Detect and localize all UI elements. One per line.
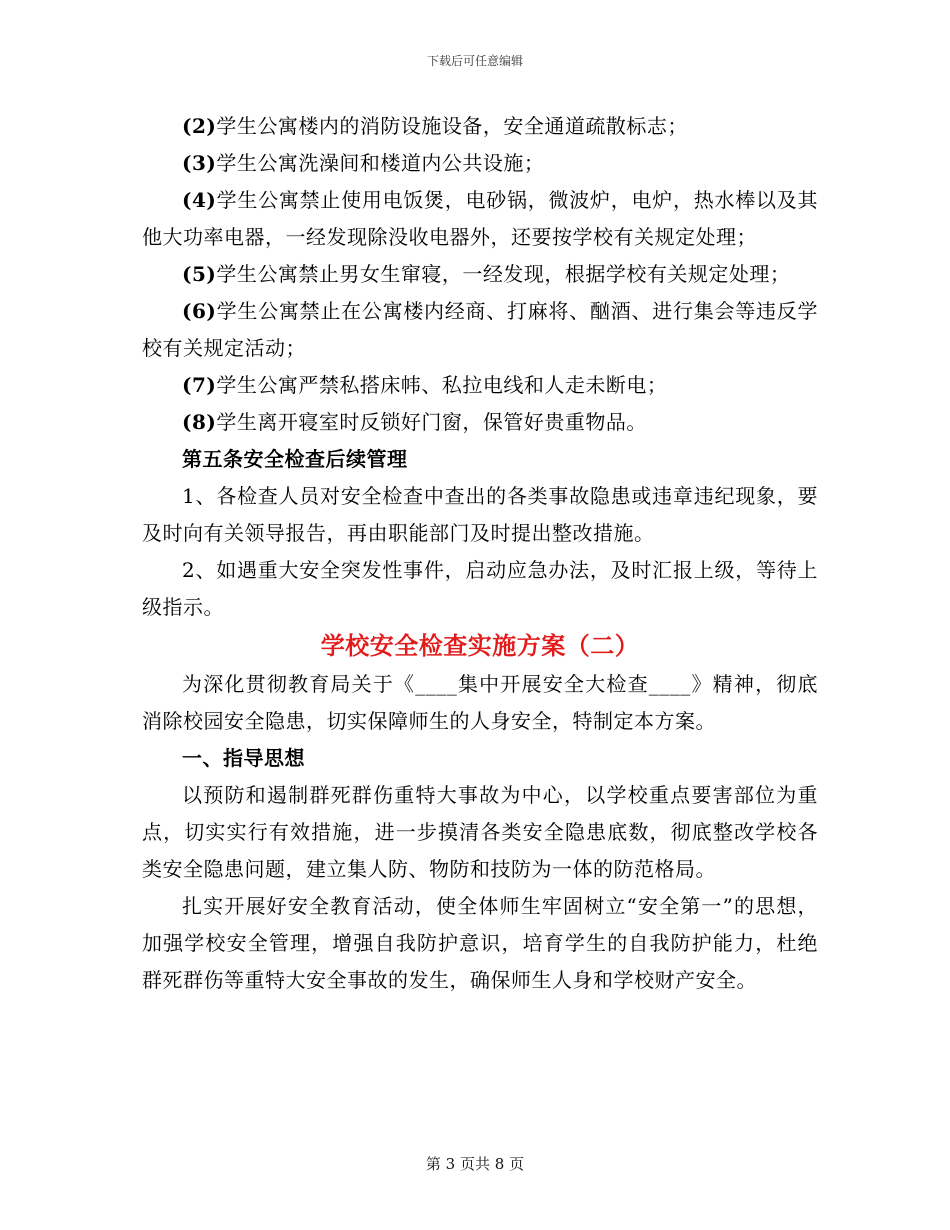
paragraph-intro: 为深化贯彻教育局关于《____集中开展安全大检查____》精神，彻底消除校园安全隐患，切实保障师生的人身安全，特制定本方案。 — [142, 672, 818, 733]
item-text: 学生公寓禁止使用电饭煲，电砂锅，微波炉，电炉，热水棒以及其他大功率电器，一经发现除没收电器外，还要按学校有关规定处理； — [142, 188, 818, 249]
item-number: (7) — [182, 373, 217, 397]
item-number: (4) — [182, 188, 217, 212]
item-number: (3) — [182, 151, 217, 175]
list-item-3 — [142, 145, 818, 182]
list-item-2 — [142, 108, 818, 145]
item-text: 学生公寓楼内的消防设施设备，安全通道疏散标志； — [216, 114, 688, 138]
list-item-8 — [142, 404, 818, 441]
list-item-7 — [142, 367, 818, 404]
item-number: (6) — [182, 299, 217, 323]
document-title: 学校安全检查实施方案（二） — [320, 631, 640, 660]
section-heading-guiding-ideology: 一、指导思想 — [182, 746, 305, 770]
item-text: 学生离开寝室时反锁好门窗，保管好贵重物品。 — [216, 410, 647, 434]
list-item-5 — [142, 256, 818, 293]
paragraph-guiding-2: 扎实开展好安全教育活动，使全体师生牢固树立“安全第一”的思想，加强学校安全管理，增强自我防护意识，培育学生的自我防护能力，杜绝群死群伤等重特大安全事故的发生，确保师生人身和学校财产安全。 — [142, 894, 818, 992]
list-item-6 — [142, 293, 818, 367]
item-text: 学生公寓禁止在公寓楼内经商、打麻将、酗酒、进行集会等违反学校有关规定活动； — [142, 299, 818, 360]
paragraph-followup-1: 1、各检查人员对安全检查中查出的各类事故隐患或违章违纪现象，要及时向有关领导报告，再由职能部门及时提出整改措施。 — [142, 484, 818, 545]
item-number: (5) — [182, 262, 217, 286]
item-text: 学生公寓禁止男女生窜寝，一经发现，根据学校有关规定处理； — [216, 262, 791, 286]
list-item-4 — [142, 182, 818, 256]
item-number: (2) — [182, 114, 217, 138]
item-text: 学生公寓洗澡间和楼道内公共设施； — [216, 151, 545, 175]
page-header: 下载后可任意编辑 — [426, 54, 523, 68]
item-number: (8) — [182, 410, 217, 434]
page-footer: 第 3 页共 8 页 — [425, 1155, 525, 1173]
paragraph-followup-2: 2、如遇重大安全突发性事件，启动应急办法，及时汇报上级，等待上级指示。 — [142, 558, 818, 619]
item-text: 学生公寓严禁私搭床帏、私拉电线和人走未断电； — [216, 373, 668, 397]
section-heading-article-5: 第五条安全检查后续管理 — [182, 447, 408, 471]
document-body — [142, 108, 818, 999]
paragraph-guiding-1: 以预防和遏制群死群伤重特大事故为中心，以学校重点要害部位为重点，切实实行有效措施，进一步摸清各类安全隐患底数，彻底整改学校各类安全隐患问题，建立集人防、物防和技防为一体的防范格局。 — [142, 783, 818, 881]
